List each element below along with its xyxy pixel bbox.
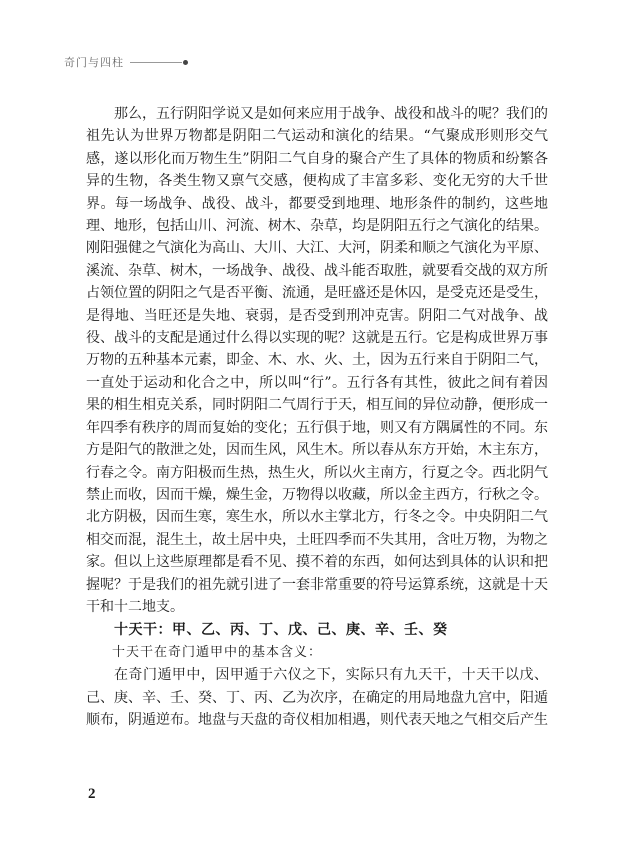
running-header [64, 52, 188, 72]
header-dot-ornament [183, 60, 188, 65]
page-number: 2 [88, 786, 96, 802]
section-heading: 十天干：甲、乙、丙、丁、戊、己、庚、辛、壬、癸 [114, 622, 448, 639]
header-title: 奇门与四柱 [64, 56, 124, 69]
body-paragraph-2: 在奇门遁甲中，因甲遁于六仪之下，实际只有九天干，十天干以戊、己、庚、辛、壬、癸、丁、丙、乙为次序，在确定的用局地盘九宫中，阳遁顺布，阴遁逆布。地盘与天盘的奇仪相加相遇，则代表天地之气相交后产生 [86, 667, 548, 728]
page-body [86, 103, 548, 731]
header-rule [130, 62, 182, 63]
section-subheading: 十天干在奇门遁甲中的基本含义： [112, 644, 323, 660]
body-paragraph-1: 那么，五行阴阳学说又是如何来应用于战争、战役和战斗的呢？我们的祖先认为世界万物都是阴阳二气运动和演化的结果。“气聚成形则形交气感，遂以形化而万物生生”阴阳二气自身的聚合产生了具体的物质和纷繁各异的生物，各类生物又禀气交感，便构成了丰富多彩、变化无穷的大千世界。每一场战争、战役、战斗，都要受到地理、地形条件的制约，这些地理、地形，包括山川、河流、树木、杂草，均是阴阳五行之气演化的结果。刚阳强健之气演化为高山、大川、大江、大河，阴柔和顺之气演化为平原、溪流、杂草、树木，一场战争、战役、战斗能否取胜，就要看交战的双方所占领位置的阴阳之气是否平衡、流通，是旺盛还是休囚，是受克还是受生，是得地、当旺还是失地、衰弱，是否受到刑冲克害。阴阳二气对战争、战役、战斗的支配是通过什么得以实现的呢？这就是五行。它是构成世界万事万物的五种基本元素，即金、木、水、火、土，因为五行来自于阴阳二气，一直处于运动和化合之中，所以叫“行”。五行各有其性，彼此之间有着因果的相生相克关系，同时阴阳二气周行于天，相互间的异位动静，便形成一年四季有秩序的周而复始的变化；五行俱于地，则又有方隅属性的不同。东方是阳气的散泄之处，因而生风，风生木。所以春从东方开始，木主东方，行春之令。南方阳极而生热，热生火，所以火主南方，行夏之令。西北阴气禁止而收，因而干燥，燥生金，万物得以收藏，所以金主西方，行秋之令。北方阴极，因而生寒，寒生水，所以水主掌北方，行冬之令。中央阴阳二气相交而混，混生土，故土居中央，土旺四季而不失其用，含吐万物，为物之家。但以上这些原理都是看不见、摸不着的东西，如何达到具体的认识和把握呢？于是我们的祖先就引进了一套非常重要的符号运算系统，这就是十天干和十二地支。 [86, 106, 548, 615]
